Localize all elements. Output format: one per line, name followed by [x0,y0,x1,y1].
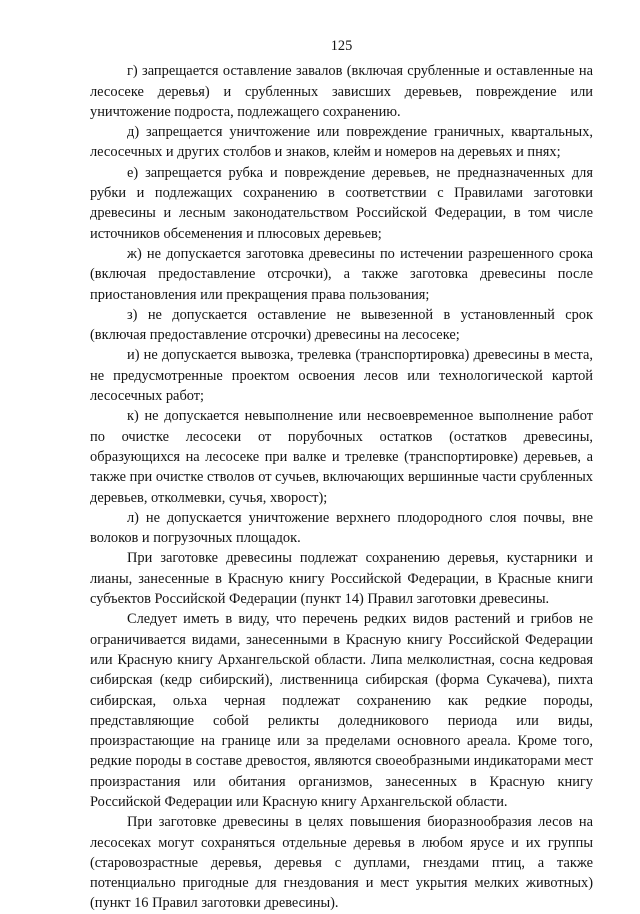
paragraph-z: з) не допускается оставление не вывезенной в установленный срок (включая предоставление отсрочки) древесины на лесосеке; [90,306,593,344]
document-page [90,36,593,914]
page-number: 125 [330,38,353,54]
paragraph-k: к) не допускается невыполнение или несвоевременное выполнение работ по очистке лесосеки от порубочных остатков (остатков древесины, образующихся на лесосеке при валке и трелевке (транспортировке) деревьев, а также при очистке стволов от сучьев, включающих вершинные части срубленных деревьев, отколмевки, сучья, хворост); [90,408,593,506]
paragraph-i: и) не допускается вывозка, трелевка (транспортировка) древесины в места, не предусмотренные проектом освоения лесов или технологической картой лесосечных работ; [90,347,593,405]
paragraph-e: е) запрещается рубка и повреждение деревьев, не предназначенных для рубки и подлежащих сохранению в соответствии с Правилами заготовки древесины и лесным законодательством Российской Федерации, в том числе источников обсеменения и плюсовых деревьев; [90,164,593,242]
paragraph-biodiversity: При заготовке древесины в целях повышения биоразнообразия лесов на лесосеках могут сохраняться отдельные деревья в любом ярусе и их группы (старовозрастные деревья, деревья с дуплами, гнездами птиц, а также потенциально пригодные для гнездования и мест укрытия мелких животных) (пункт 16 Правил заготовки древесины). [90,814,593,912]
paragraph-red-book: При заготовке древесины подлежат сохранению деревья, кустарники и лианы, занесенные в Красную книгу Российской Федерации, в Красные книги субъектов Российской Федерации (пункт 14) Правил заготовки древесины. [90,550,593,608]
paragraph-l: л) не допускается уничтожение верхнего плодородного слоя почвы, вне волоков и погрузочных площадок. [90,509,593,547]
paragraph-rare-species: Следует иметь в виду, что перечень редких видов растений и грибов не ограничивается видами, занесенными в Красную книгу Российской Федерации или Красную книгу Архангельской области. Липа мелколистная, сосна кедровая сибирская (кедр сибирский), лиственница сибирская (форма Сукачева), пихта сибирская, ольха черная подлежат сохранению как редкие породы, представляющие собой реликты доледникового периода или виды, произрастающие на границе или за пределами основного ареала. Кроме того, редкие породы в составе древостоя, являются своеобразными индикаторами мест произрастания или обитания организмов, занесенных в Красную книгу Российской Федерации или Красную книгу Архангельской области. [90,611,593,810]
paragraph-d: д) запрещается уничтожение или повреждение граничных, квартальных, лесосечных и других столбов и знаков, клейм и номеров на деревьях и пнях; [90,124,593,161]
paragraph-g: г) запрещается оставление завалов (включая срубленные и оставленные на лесосеке деревья) и срубленных зависших деревьев, повреждение или уничтожение подроста, подлежащего сохранению. [90,63,593,120]
paragraph-zh: ж) не допускается заготовка древесины по истечении разрешенного срока (включая предоставление отсрочки), а также заготовка древесины после приостановления или прекращения права пользования; [90,245,593,303]
